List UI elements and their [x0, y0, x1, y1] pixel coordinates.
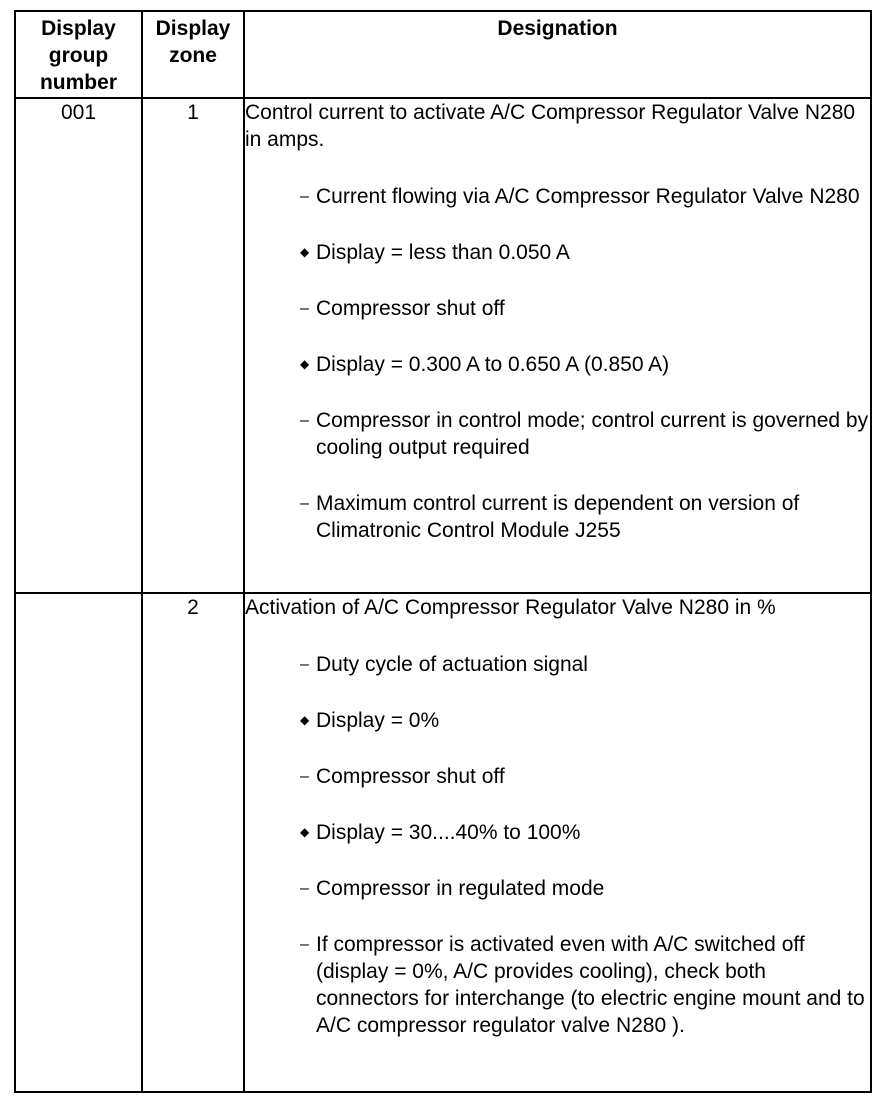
- dash-bullet-icon: –: [300, 768, 309, 785]
- list-item: [300, 875, 870, 902]
- dash-bullet-icon: –: [300, 880, 309, 897]
- display-group-table: [14, 10, 872, 1093]
- diamond-bullet-icon: ◆: [300, 245, 310, 259]
- list-item-text: Display = 0%: [316, 709, 440, 732]
- group-number-cell: 001: [15, 98, 142, 593]
- list-item: [300, 351, 870, 378]
- header-display-group-number: Display group number: [15, 11, 142, 98]
- header-designation: Designation: [244, 11, 871, 98]
- list-item: [300, 407, 870, 461]
- table-header-row: [15, 11, 871, 98]
- table-row: [15, 593, 871, 1092]
- zone-cell: 2: [142, 593, 244, 1092]
- group-number-cell: [15, 593, 142, 1092]
- dash-bullet-icon: –: [300, 188, 309, 205]
- designation-title: Activation of A/C Compressor Regulator Valve N280 in %: [245, 596, 776, 619]
- table-row: [15, 98, 871, 593]
- list-item-text: Display = 0.300 A to 0.650 A (0.850 A): [316, 353, 670, 376]
- list-item-text: Current flowing via A/C Compressor Regulator Valve N280: [316, 185, 860, 208]
- list-item: [300, 819, 870, 846]
- dash-bullet-icon: –: [300, 656, 309, 673]
- list-item: [300, 183, 870, 210]
- diamond-bullet-icon: ◆: [300, 357, 310, 371]
- header-display-zone: Display zone: [142, 11, 244, 98]
- list-item-text: Compressor in control mode; control current is governed by cooling output required: [316, 409, 869, 459]
- list-item: [300, 239, 870, 266]
- dash-bullet-icon: –: [300, 936, 309, 953]
- list-item-text: Maximum control current is dependent on version of Climatronic Control Module J255: [316, 492, 800, 542]
- dash-bullet-icon: –: [300, 412, 309, 429]
- list-item: [300, 651, 870, 678]
- list-item: [300, 295, 870, 322]
- list-item: [300, 931, 870, 1039]
- list-item-text: Compressor shut off: [316, 765, 505, 788]
- list-item-text: Display = less than 0.050 A: [316, 241, 570, 264]
- diamond-bullet-icon: ◆: [300, 713, 310, 727]
- list-item-text: If compressor is activated even with A/C switched off (display = 0%, A/C provides cooling), check both connectors for interchange (to electric engine mount and to A/C compressor regulator valve N280 ).: [316, 933, 865, 1037]
- dash-bullet-icon: –: [300, 495, 309, 512]
- dash-bullet-icon: –: [300, 300, 309, 317]
- list-item-text: Compressor in regulated mode: [316, 877, 605, 900]
- list-item-text: Compressor shut off: [316, 297, 505, 320]
- designation-cell: [244, 593, 871, 1092]
- list-item-text: Display = 30....40% to 100%: [316, 821, 581, 844]
- list-item: [300, 707, 870, 734]
- zone-cell: 1: [142, 98, 244, 593]
- designation-cell: [244, 98, 871, 593]
- diamond-bullet-icon: ◆: [300, 825, 310, 839]
- designation-title: Control current to activate A/C Compressor Regulator Valve N280 in amps.: [245, 101, 856, 151]
- list-item: [300, 763, 870, 790]
- list-item: [300, 490, 870, 544]
- list-item-text: Duty cycle of actuation signal: [316, 653, 588, 676]
